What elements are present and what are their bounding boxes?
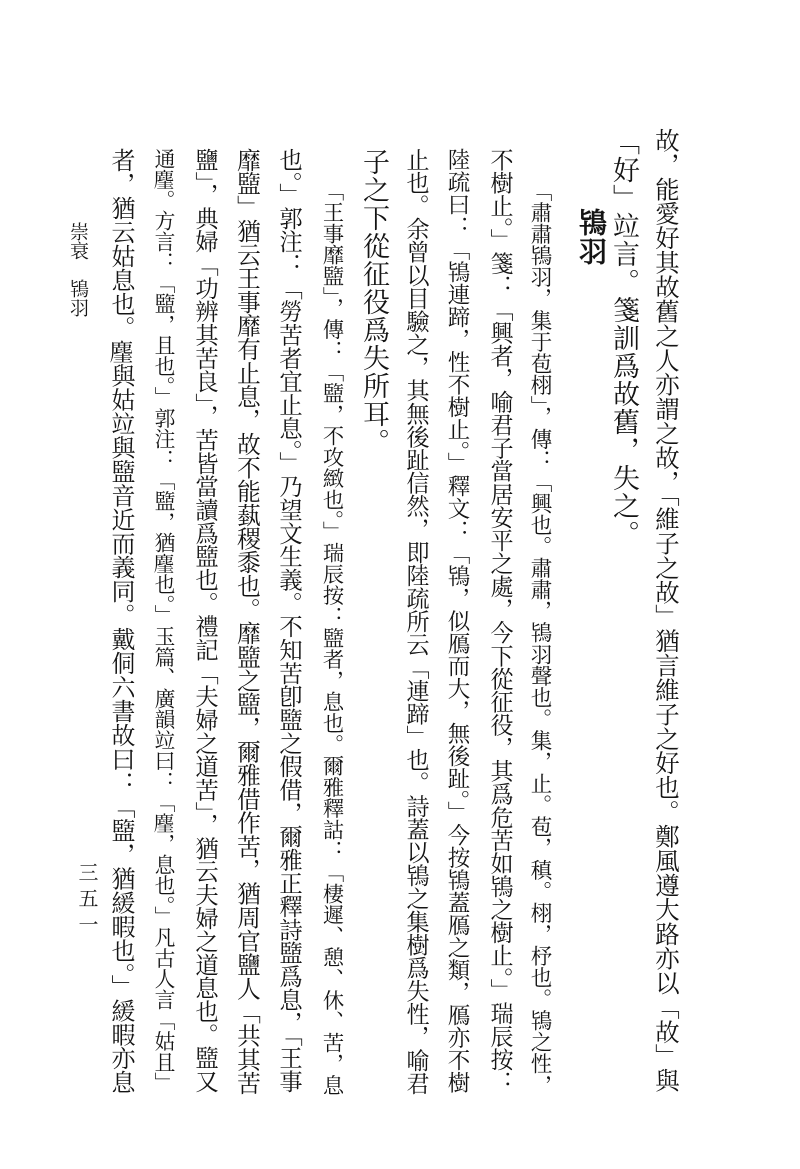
page-number: 三五一 [75,862,99,940]
text-column-9: 也。」郭注：「勞苦者宜止息。」乃望文生義。不知苦卽盬之假借，爾雅正釋詩盬爲息，「王事 [275,148,303,1093]
text-column-1: 故，能愛好其故舊之人亦謂之故，「維子之故」猶言維子之好也。鄭風遵大路亦以「故」與 [651,128,680,1093]
section-heading: 鴇羽 [575,208,608,266]
text-column-10: 靡盬」猶云王事靡有止息，故不能蓺稷黍也。靡盬之盬，爾雅借作苦，猶周官鹽人「共其苦 [233,148,261,1095]
text-column-4: 不樹止。」箋：「興者，喻君子當居安平之處，今下從征役，其爲危苦如鴇之樹止。」瑞辰按： [486,148,512,1094]
text-column-7: 子之下從征役爲失所耳。 [358,148,389,456]
text-column-12: 通𪊧。方言：「盬，且也。」郭注：「盬，猶𪊧也。」玉篇、廣韻竝曰：「𪊧，息也。」凡古人言「姑且」 [151,148,175,1094]
text-column-2: 「好」竝言。箋訓爲故舊，失之。 [608,128,639,548]
text-column-5: 陸疏曰：「鴇連蹄，性不樹止。」釋文：「鴇，似鴈而大，無後趾。」今按鴇蓋鴈之類，鴈亦不樹 [444,148,470,1094]
text-column-6: 止也。余曾以目驗之，其無後趾信然，即陸疏所云「連蹄」也。詩蓋以鴇之集樹爲失性，喻君 [402,148,428,1095]
text-column-8: 「王事靡盬」，傳：「盬，不攻緻也。」瑞辰按：盬者，息也。爾雅釋詁：「棲遲、憩、休、苦，息 [319,180,344,1096]
text-column-3: 「肅肅鴇羽，集于苞栩」，傳：「興也。肅肅，鴇羽聲也。集，止。苞，稹。栩，杼也。鴇之性， [527,180,552,1096]
text-column-13: 者，猶云姑息也。𪊧與姑竝與盬音近而義同。戴侗六書故曰：「盬，猶緩暇也。」緩暇亦息 [107,148,135,1095]
running-head: 崇衰 鴇羽 [67,222,89,317]
text-column-11: 鹽」，典婦「功辨其苦良」，苦皆當讀爲盬也。禮記「夫婦之道苦」，猶云夫婦之道息也。盬又 [191,148,219,1093]
